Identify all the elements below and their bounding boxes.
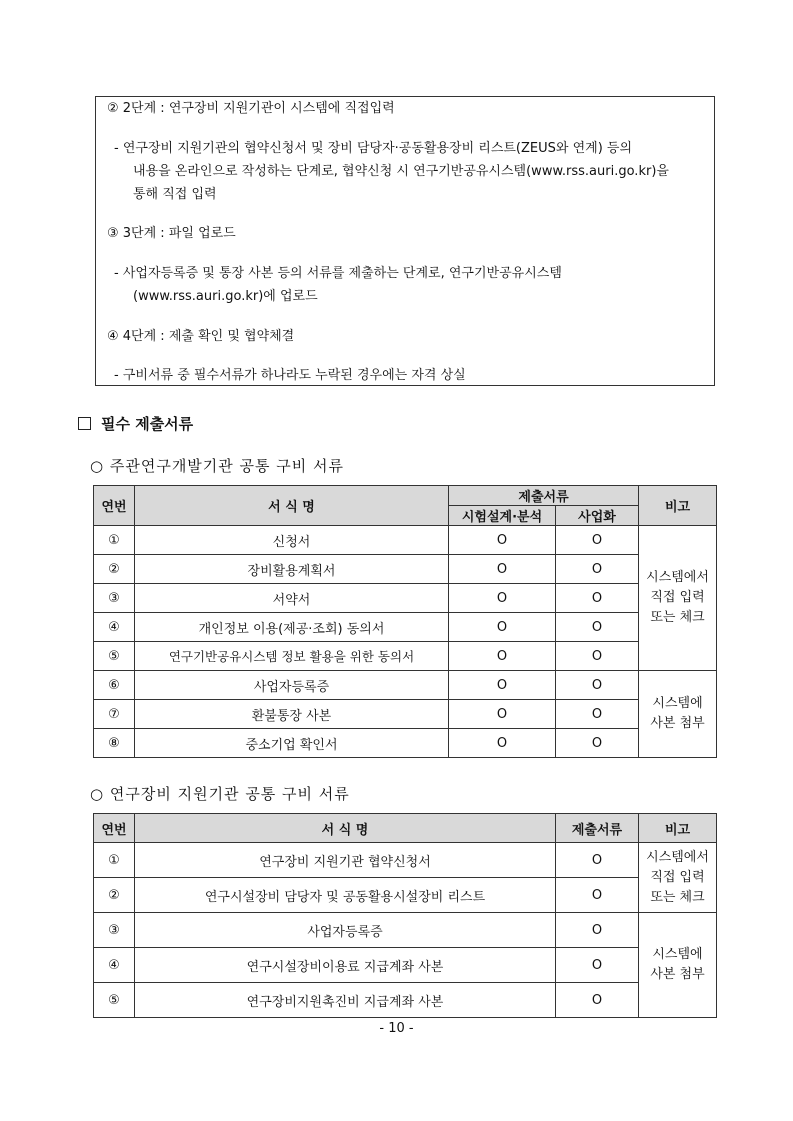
note-line: 시스템에서 [646, 849, 709, 865]
row-no: ① [94, 526, 135, 555]
row-name: 사업자등록증 [135, 913, 556, 948]
step3-desc-line1: - 사업자등록증 및 통장 사본 등의 서류를 제출하는 단계로, 연구기반공유시스템 [114, 266, 562, 281]
row-mark-a: O [556, 983, 639, 1018]
row-mark-a: O [556, 843, 639, 878]
row-mark-b: O [556, 526, 639, 555]
row-no: ③ [94, 584, 135, 613]
row-no: ⑥ [94, 671, 135, 700]
row-name: 장비활용계획서 [135, 555, 449, 584]
row-no: ⑧ [94, 729, 135, 758]
col-header-no: 연번 [94, 486, 135, 526]
row-name: 신청서 [135, 526, 449, 555]
row-name: 환불통장 사본 [135, 700, 449, 729]
table-row [94, 613, 717, 642]
row-mark-b: O [556, 613, 639, 642]
note-direct-input [639, 526, 717, 671]
col-header-name: 서 식 명 [135, 814, 556, 843]
row-no: ③ [94, 913, 135, 948]
row-name: 개인정보 이용(제공·조회) 동의서 [135, 613, 449, 642]
step4-desc: - 구비서류 중 필수서류가 하나라도 누락된 경우에는 자격 상실 [114, 368, 466, 383]
step3-title: ③ 3단계 : 파일 업로드 [107, 226, 236, 241]
row-mark-a: O [449, 555, 556, 584]
row-mark-a: O [449, 700, 556, 729]
table-row [94, 584, 717, 613]
table-row [94, 729, 717, 758]
table-row [94, 983, 717, 1018]
row-no: ② [94, 878, 135, 913]
row-name: 중소기업 확인서 [135, 729, 449, 758]
col-header-sub-commercial: 사업화 [556, 506, 639, 526]
step4-title: ④ 4단계 : 제출 확인 및 협약체결 [107, 329, 295, 344]
note-line: 사본 첨부 [650, 967, 705, 982]
note-line: 또는 체크 [650, 889, 705, 905]
steps-box [95, 96, 715, 386]
row-mark-a: O [449, 526, 556, 555]
section-title-text: 필수 제출서류 [101, 415, 194, 433]
row-no: ⑤ [94, 983, 135, 1018]
row-mark-a: O [556, 913, 639, 948]
row-mark-b: O [556, 729, 639, 758]
row-mark-a: O [556, 948, 639, 983]
col-header-note: 비고 [639, 486, 717, 526]
row-mark-b: O [556, 671, 639, 700]
table-row [94, 671, 717, 700]
col-header-submit: 제출서류 [556, 814, 639, 843]
page-number: - 10 - [379, 1021, 414, 1036]
table-row [94, 700, 717, 729]
table-row [94, 642, 717, 671]
note-line: 사본 첨부 [650, 716, 705, 731]
table-row [94, 948, 717, 983]
row-mark-a: O [449, 613, 556, 642]
table-lead-institution-documents [93, 485, 717, 758]
row-mark-a: O [449, 671, 556, 700]
table1-heading: ○ 주관연구개발기관 공통 구비 서류 [90, 457, 345, 475]
table-row [94, 526, 717, 555]
table-row [94, 843, 717, 878]
row-mark-b: O [556, 642, 639, 671]
note-attach-copy [639, 671, 717, 758]
note-line: 시스템에 [652, 947, 703, 962]
checkbox-square-icon [78, 417, 91, 430]
row-no: ① [94, 843, 135, 878]
row-name: 연구시설장비이용료 지급계좌 사본 [135, 948, 556, 983]
row-name: 연구장비지원촉진비 지급계좌 사본 [135, 983, 556, 1018]
step2-desc-line1: - 연구장비 지원기관의 협약신청서 및 장비 담당자·공동활용장비 리스트(ZEUS와 연계) 등의 [114, 141, 633, 156]
table-row [94, 913, 717, 948]
col-header-note: 비고 [639, 814, 717, 843]
row-no: ⑤ [94, 642, 135, 671]
step2-desc-line3: 통해 직접 입력 [133, 187, 217, 202]
row-mark-a: O [449, 642, 556, 671]
section-title [78, 413, 193, 434]
table2-heading: ○ 연구장비 지원기관 공통 구비 서류 [90, 785, 350, 803]
note-line: 시스템에 [652, 696, 703, 711]
row-name: 연구장비 지원기관 협약신청서 [135, 843, 556, 878]
col-header-no: 연번 [94, 814, 135, 843]
row-mark-a: O [556, 878, 639, 913]
step2-desc-line2: 내용을 온라인으로 작성하는 단계로, 협약신청 시 연구기반공유시스템(www.rss.auri.go.kr)을 [133, 164, 669, 179]
row-name: 사업자등록증 [135, 671, 449, 700]
note-attach-copy [639, 913, 717, 1018]
col-header-name: 서 식 명 [135, 486, 449, 526]
row-name: 연구시설장비 담당자 및 공동활용시설장비 리스트 [135, 878, 556, 913]
step3-desc-line2: (www.rss.auri.go.kr)에 업로드 [133, 289, 318, 304]
note-direct-input [639, 843, 717, 913]
note-line: 또는 체크 [650, 610, 705, 625]
col-header-sub-test: 시험설계·분석 [449, 506, 556, 526]
row-mark-b: O [556, 555, 639, 584]
row-no: ④ [94, 948, 135, 983]
row-no: ② [94, 555, 135, 584]
row-mark-a: O [449, 729, 556, 758]
table-row [94, 878, 717, 913]
row-mark-b: O [556, 700, 639, 729]
row-name: 서약서 [135, 584, 449, 613]
row-mark-a: O [449, 584, 556, 613]
note-line: 시스템에서 [646, 570, 709, 585]
table-row [94, 555, 717, 584]
table-support-institution-documents [93, 813, 717, 1018]
row-no: ⑦ [94, 700, 135, 729]
note-line: 직접 입력 [650, 869, 705, 885]
note-line: 직접 입력 [650, 590, 705, 605]
col-header-submit: 제출서류 [449, 486, 639, 506]
row-no: ④ [94, 613, 135, 642]
row-mark-b: O [556, 584, 639, 613]
step2-title: ② 2단계 : 연구장비 지원기관이 시스템에 직접입력 [107, 101, 395, 116]
row-name: 연구기반공유시스템 정보 활용을 위한 동의서 [135, 642, 449, 671]
